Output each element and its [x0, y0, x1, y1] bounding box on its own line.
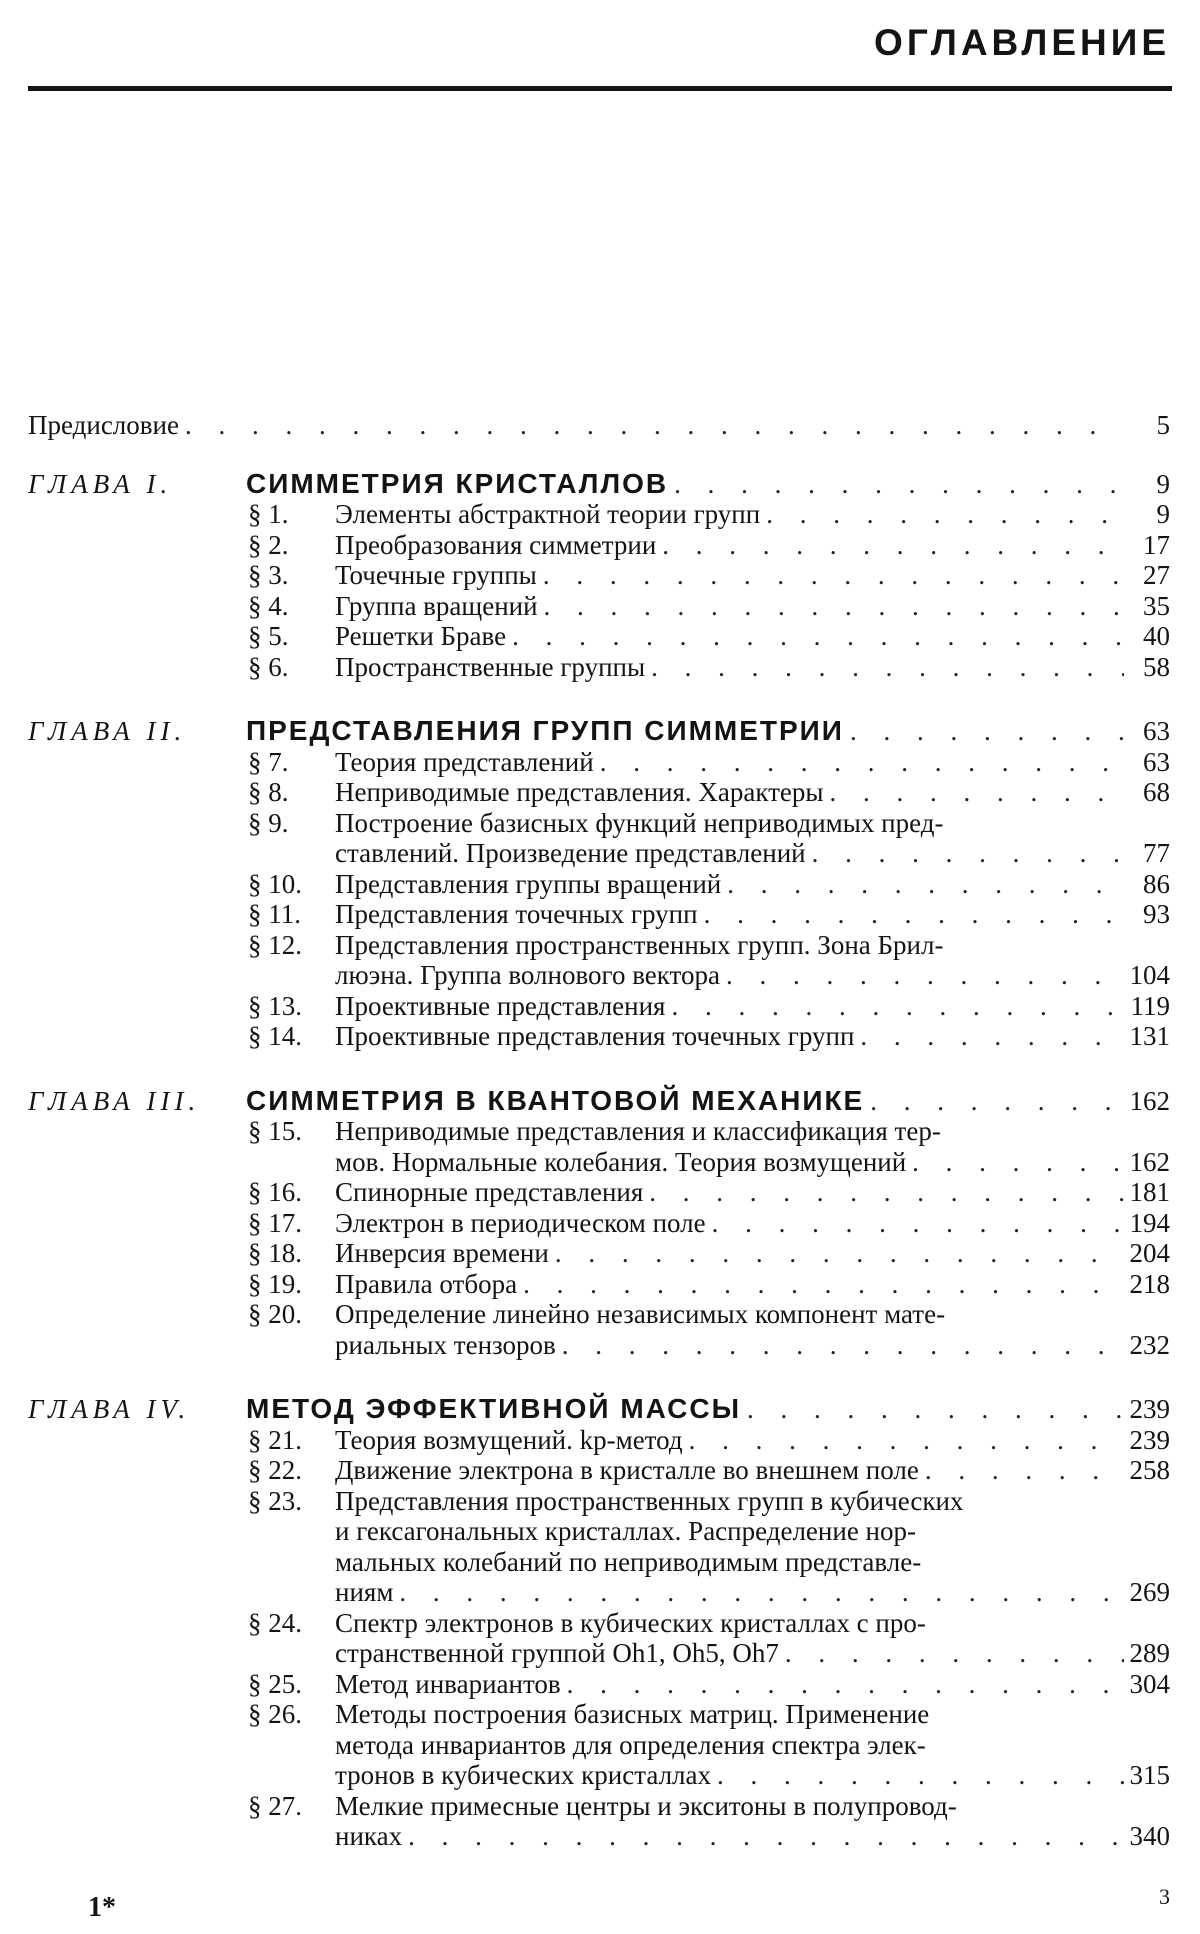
section-title-line: никах	[335, 1821, 402, 1852]
section-number: § 25.	[28, 1669, 335, 1700]
chapters-container	[28, 441, 1170, 1852]
section-page: 119	[1130, 991, 1170, 1022]
chapter-title: СИММЕТРИЯ В КВАНТОВОЙ МЕХАНИКЕ	[246, 1086, 864, 1117]
section-page: 162	[1130, 1147, 1171, 1178]
section-title-line: тронов в кубических кристаллах	[335, 1760, 711, 1791]
toc-entry-section[interactable]	[28, 747, 1170, 778]
section-title-line: Представления группы вращений	[335, 869, 721, 900]
section-page: 131	[1130, 1021, 1171, 1052]
preface-label: Предисловие	[28, 410, 179, 441]
toc-entry-section[interactable]	[28, 777, 1170, 808]
toc-entry-section-continued[interactable]	[28, 1577, 1170, 1608]
section-title-line: Представления точечных групп	[335, 899, 698, 930]
section-title-line: люэна. Группа волнового вектора	[335, 960, 720, 991]
section-title-line: Теория представлений	[335, 747, 594, 778]
section-number: § 1.	[28, 499, 335, 530]
section-page: 9	[1130, 499, 1170, 530]
leader-dots	[185, 410, 1124, 441]
page-number: 3	[1159, 1884, 1170, 1910]
leader-dots	[543, 560, 1124, 591]
leader-dots	[512, 621, 1124, 652]
section-page: 104	[1130, 960, 1171, 991]
leader-dots	[704, 899, 1124, 930]
spacer	[28, 1052, 1170, 1086]
leader-dots	[712, 1208, 1124, 1239]
section-title-line: Инверсия времени	[335, 1238, 549, 1269]
toc-entry-section[interactable]	[28, 1177, 1170, 1208]
chapter-label: ГЛАВА II.	[28, 716, 246, 747]
section-number: § 14.	[28, 1021, 335, 1052]
toc-entry-section[interactable]	[28, 1238, 1170, 1269]
section-title-line: Мелкие примесные центры и экситоны в полупровод-	[335, 1791, 957, 1822]
toc-entry-section[interactable]	[28, 1791, 1170, 1822]
section-page: 181	[1130, 1177, 1171, 1208]
section-page: 340	[1130, 1821, 1171, 1852]
leader-dots	[674, 469, 1124, 500]
spacer	[28, 1360, 1170, 1394]
section-page: 58	[1130, 652, 1170, 683]
leader-dots	[912, 1147, 1123, 1178]
section-number: § 4.	[28, 591, 335, 622]
section-number: § 7.	[28, 747, 335, 778]
section-title-line: Неприводимые представления и классификация тер-	[335, 1116, 941, 1147]
section-number: § 8.	[28, 777, 335, 808]
section-number: § 24.	[28, 1608, 335, 1639]
section-title-line: странственной группой Oh1, Oh5, Oh7	[335, 1638, 779, 1669]
section-number: § 19.	[28, 1269, 335, 1300]
section-page: 93	[1130, 899, 1170, 930]
section-page: 289	[1130, 1638, 1171, 1669]
section-page: 204	[1130, 1238, 1171, 1269]
toc-entry-section[interactable]	[28, 621, 1170, 652]
toc-entry-section[interactable]	[28, 1425, 1170, 1456]
chapter-page: 9	[1130, 469, 1170, 500]
section-page: 239	[1130, 1425, 1171, 1456]
toc-entry-section[interactable]	[28, 899, 1170, 930]
section-number: § 22.	[28, 1455, 335, 1486]
leader-dots	[785, 1638, 1124, 1669]
chapter-label: ГЛАВА I.	[28, 469, 246, 500]
section-number: § 17.	[28, 1208, 335, 1239]
section-page: 269	[1130, 1577, 1171, 1608]
toc-entry-section-continued[interactable]	[28, 1330, 1170, 1361]
title-rule	[28, 86, 1172, 91]
toc-entry-section[interactable]	[28, 1299, 1170, 1330]
toc-entry-section[interactable]	[28, 808, 1170, 839]
toc-entry-section[interactable]	[28, 1486, 1170, 1517]
section-title-line: Элементы абстрактной теории групп	[335, 499, 760, 530]
toc-entry-section[interactable]	[28, 560, 1170, 591]
section-page: 86	[1130, 869, 1170, 900]
toc-entry-section-continued[interactable]	[28, 1730, 1170, 1761]
section-title-line: Проективные представления	[335, 991, 665, 1022]
section-number: § 18.	[28, 1238, 335, 1269]
spacer	[28, 682, 1170, 716]
section-title-line: Определение линейно независимых компонент мате-	[335, 1299, 945, 1330]
section-title-line: Неприводимые представления. Характеры	[335, 777, 824, 808]
leader-dots	[830, 777, 1124, 808]
section-number: § 12.	[28, 930, 335, 961]
section-number: § 15.	[28, 1116, 335, 1147]
section-number: § 13.	[28, 991, 335, 1022]
page-title: ОГЛАВЛЕНИЕ	[874, 22, 1170, 64]
toc-entry-section[interactable]	[28, 869, 1170, 900]
section-page: 258	[1130, 1455, 1171, 1486]
section-number: § 20.	[28, 1299, 335, 1330]
toc-entry-section[interactable]	[28, 1699, 1170, 1730]
toc-entry-chapter[interactable]	[28, 716, 1170, 747]
toc-entry-section-continued[interactable]	[28, 1547, 1170, 1578]
section-title-line: Движение электрона в кристалле во внешнем поле	[335, 1455, 919, 1486]
section-title-line: Правила отбора	[335, 1269, 517, 1300]
toc-entry-section-continued[interactable]	[28, 960, 1170, 991]
preface-page: 5	[1130, 410, 1170, 441]
toc-entry-section[interactable]	[28, 1208, 1170, 1239]
signature-mark: 1*	[88, 1892, 116, 1924]
leader-dots	[726, 960, 1124, 991]
leader-dots	[649, 1177, 1123, 1208]
leader-dots	[870, 1086, 1123, 1117]
section-title-line: Представления пространственных групп. Зона Брил-	[335, 930, 943, 961]
leader-dots	[812, 838, 1124, 869]
leader-dots	[523, 1269, 1123, 1300]
leader-dots	[747, 1394, 1123, 1425]
section-title-line: Теория возмущений. kp-метод	[335, 1425, 683, 1456]
section-title-line: Представления пространственных групп в кубических	[335, 1486, 963, 1517]
section-title-line: Спинорные представления	[335, 1177, 643, 1208]
leader-dots	[925, 1455, 1124, 1486]
section-number: § 3.	[28, 560, 335, 591]
section-page: 77	[1130, 838, 1170, 869]
section-page: 194	[1130, 1208, 1171, 1239]
section-page: 232	[1130, 1330, 1171, 1361]
toc-entry-chapter[interactable]	[28, 1086, 1170, 1117]
section-page: 27	[1130, 560, 1170, 591]
leader-dots	[671, 991, 1124, 1022]
leader-dots	[717, 1760, 1123, 1791]
section-page: 17	[1130, 530, 1170, 561]
section-title-line: Спектр электронов в кубических кристаллах с про-	[335, 1608, 926, 1639]
section-number: § 6.	[28, 652, 335, 683]
chapter-label: ГЛАВА III.	[28, 1086, 246, 1117]
section-title-line: Точечные группы	[335, 560, 537, 591]
leader-dots	[662, 530, 1124, 561]
chapter-page: 239	[1130, 1394, 1171, 1425]
spacer	[28, 441, 1170, 469]
section-number: § 10.	[28, 869, 335, 900]
section-page: 218	[1130, 1269, 1171, 1300]
leader-dots	[567, 1669, 1124, 1700]
section-title-line: Электрон в периодическом поле	[335, 1208, 706, 1239]
section-page: 315	[1130, 1760, 1171, 1791]
section-title-line: и гексагональных кристаллах. Распределение нор-	[335, 1516, 916, 1547]
toc-entry-section[interactable]	[28, 1269, 1170, 1300]
section-title-line: Построение базисных функций неприводимых пред-	[335, 808, 943, 839]
toc-entry-section-continued[interactable]	[28, 1516, 1170, 1547]
chapter-title: МЕТОД ЭФФЕКТИВНОЙ МАССЫ	[246, 1394, 741, 1425]
section-page: 304	[1130, 1669, 1171, 1700]
leader-dots	[766, 499, 1124, 530]
toc-entry-preface[interactable]	[28, 410, 1170, 441]
section-number: § 23.	[28, 1486, 335, 1517]
toc-entry-section[interactable]	[28, 591, 1170, 622]
chapter-page: 63	[1130, 716, 1170, 747]
section-title-line: Преобразования симметрии	[335, 530, 656, 561]
toc-entry-section-continued[interactable]	[28, 1147, 1170, 1178]
section-page: 63	[1130, 747, 1170, 778]
section-title-line: Проективные представления точечных групп	[335, 1021, 854, 1052]
toc-entry-chapter[interactable]	[28, 469, 1170, 500]
section-number: § 9.	[28, 808, 335, 839]
toc-entry-section[interactable]	[28, 991, 1170, 1022]
section-title-line: ниям	[335, 1577, 393, 1608]
section-title-line: мов. Нормальные колебания. Теория возмущений	[335, 1147, 906, 1178]
toc-entry-section-continued[interactable]	[28, 1821, 1170, 1852]
leader-dots	[399, 1577, 1123, 1608]
section-title-line: риальных тензоров	[335, 1330, 556, 1361]
chapter-title: СИММЕТРИЯ КРИСТАЛЛОВ	[246, 469, 668, 500]
leader-dots	[850, 716, 1124, 747]
section-number: § 5.	[28, 621, 335, 652]
leader-dots	[727, 869, 1124, 900]
leader-dots	[860, 1021, 1123, 1052]
section-number: § 16.	[28, 1177, 335, 1208]
section-number: § 27.	[28, 1791, 335, 1822]
section-title-line: Методы построения базисных матриц. Применение	[335, 1699, 929, 1730]
section-title-line: Решетки Браве	[335, 621, 506, 652]
leader-dots	[544, 591, 1124, 622]
toc-entry-section[interactable]	[28, 1455, 1170, 1486]
section-number: § 21.	[28, 1425, 335, 1456]
section-page: 35	[1130, 591, 1170, 622]
toc-entry-section[interactable]	[28, 1116, 1170, 1147]
chapter-label: ГЛАВА IV.	[28, 1394, 246, 1425]
toc-entry-section[interactable]	[28, 1608, 1170, 1639]
leader-dots	[562, 1330, 1124, 1361]
section-number: § 2.	[28, 530, 335, 561]
leader-dots	[555, 1238, 1124, 1269]
leader-dots	[408, 1821, 1123, 1852]
toc-entry-section-continued[interactable]	[28, 838, 1170, 869]
toc-entry-section-continued[interactable]	[28, 1760, 1170, 1791]
section-page: 68	[1130, 777, 1170, 808]
section-title-line: Группа вращений	[335, 591, 538, 622]
toc-entry-chapter[interactable]	[28, 1394, 1170, 1425]
leader-dots	[689, 1425, 1124, 1456]
section-title-line: метода инвариантов для определения спектра элек-	[335, 1730, 926, 1761]
section-number: § 11.	[28, 899, 335, 930]
section-page: 40	[1130, 621, 1170, 652]
section-title-line: ставлений. Произведение представлений	[335, 838, 806, 869]
toc-entry-section-continued[interactable]	[28, 1638, 1170, 1669]
section-title-line: мальных колебаний по неприводимым представле-	[335, 1547, 921, 1578]
table-of-contents	[28, 410, 1170, 1852]
toc-entry-section[interactable]	[28, 930, 1170, 961]
chapter-title: ПРЕДСТАВЛЕНИЯ ГРУПП СИММЕТРИИ	[246, 716, 844, 747]
toc-entry-section[interactable]	[28, 530, 1170, 561]
toc-entry-section[interactable]	[28, 1669, 1170, 1700]
section-title-line: Пространственные группы	[335, 652, 645, 683]
chapter-page: 162	[1130, 1086, 1171, 1117]
toc-entry-section[interactable]	[28, 499, 1170, 530]
toc-entry-section[interactable]	[28, 1021, 1170, 1052]
leader-dots	[600, 747, 1124, 778]
section-number: § 26.	[28, 1699, 335, 1730]
toc-entry-section[interactable]	[28, 652, 1170, 683]
section-title-line: Метод инвариантов	[335, 1669, 561, 1700]
leader-dots	[651, 652, 1124, 683]
